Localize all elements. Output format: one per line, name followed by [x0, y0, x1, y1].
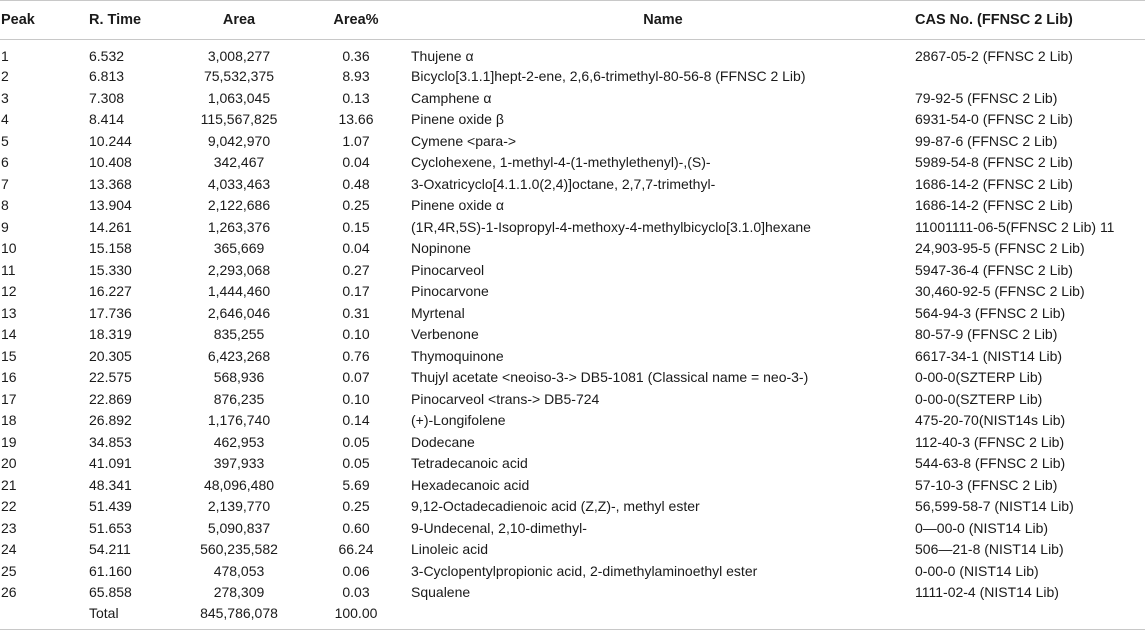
table-row [0, 174, 1145, 196]
table-row [0, 367, 1145, 389]
peak-cell: 16 [1, 369, 17, 386]
cas-cell: 564-94-3 (FFNSC 2 Lib) [915, 304, 1066, 321]
table-row [0, 88, 1145, 110]
rtime-cell: 51.439 [89, 498, 132, 515]
area-cell: 835,255 [213, 326, 265, 343]
area-pct-cell: 0.13 [342, 89, 370, 106]
name-cell: Thujene α [411, 48, 474, 64]
area-pct-cell: 66.24 [338, 541, 374, 558]
rtime-cell: 54.211 [89, 541, 131, 558]
name-cell: (1R,4R,5S)-1-Isopropyl-4-methoxy-4-methylbicyclo[3.1.0]hexane [411, 218, 811, 235]
table-row [0, 260, 1145, 282]
peak-cell: 3 [1, 89, 9, 106]
area-pct-cell: 0.36 [342, 48, 370, 64]
cas-cell: 506—21-8 (NIST14 Lib) [915, 541, 1064, 558]
area-pct-cell: 13.66 [338, 111, 374, 128]
name-cell: Linoleic acid [411, 541, 489, 558]
area-pct-cell: 0.05 [342, 433, 370, 450]
peak-cell: 2 [1, 68, 9, 85]
rtime-cell: 6.813 [89, 68, 125, 85]
table-row [0, 475, 1145, 497]
area-cell: 115,567,825 [200, 111, 278, 128]
peak-cell: 7 [1, 175, 9, 192]
name-cell: 9,12-Octadecadienoic acid (Z,Z)-, methyl ester [411, 498, 700, 515]
area-cell: 2,293,068 [207, 261, 271, 278]
rtime-cell: 10.408 [89, 154, 132, 171]
rtime-cell: 22.869 [89, 390, 132, 407]
table-row [0, 66, 1145, 88]
area-pct-cell: 0.05 [342, 455, 370, 472]
cas-cell: 0-00-0 (NIST14 Lib) [915, 562, 1039, 579]
peak-cell: 13 [1, 304, 17, 321]
peak-cell: 4 [1, 111, 9, 128]
area-pct-cell: 0.04 [342, 240, 370, 257]
peak-cell: 22 [1, 498, 17, 515]
table-row [0, 432, 1145, 454]
peak-cell: 11 [1, 261, 16, 278]
name-cell: (+)-Longifolene [411, 412, 506, 429]
cas-cell [915, 66, 1145, 88]
area-pct-cell: 0.17 [342, 283, 370, 300]
rtime-cell: 18.319 [89, 326, 132, 343]
cas-cell: 80-57-9 (FFNSC 2 Lib) [915, 326, 1058, 343]
header-rtime: R. Time [89, 1, 177, 40]
table-header-row [0, 1, 1145, 40]
table-row [0, 281, 1145, 303]
peak-cell: 20 [1, 455, 17, 472]
header-area: Area [177, 1, 301, 40]
table-row [0, 109, 1145, 131]
area-cell: 568,936 [213, 369, 265, 386]
name-cell: Thujyl acetate <neoiso-3-> DB5-1081 (Classical name = neo-3-) [411, 369, 809, 386]
name-cell: Verbenone [411, 326, 479, 343]
name-cell: Pinene oxide β [411, 111, 504, 128]
peak-cell: 21 [1, 476, 17, 493]
rtime-cell: 16.227 [89, 283, 132, 300]
name-cell: Pinocarveol <trans-> DB5-724 [411, 390, 600, 407]
cas-cell: 1111-02-4 (NIST14 Lib) [915, 584, 1059, 601]
area-pct-cell: 0.60 [342, 519, 370, 536]
name-cell: Pinocarveol [411, 261, 485, 278]
area-cell: 5,090,837 [207, 519, 271, 536]
name-cell: 3-Oxatricyclo[4.1.1.0(2,4)]octane, 2,7,7-trimethyl- [411, 175, 716, 192]
area-cell: 560,235,582 [200, 541, 278, 558]
table-row [0, 518, 1145, 540]
cas-cell: 1686-14-2 (FFNSC 2 Lib) [915, 197, 1073, 214]
total-row [0, 604, 1145, 630]
area-cell: 365,669 [213, 240, 265, 257]
table-row [0, 152, 1145, 174]
area-pct-cell: 0.76 [342, 347, 370, 364]
peak-cell: 15 [1, 347, 17, 364]
rtime-cell: 10.244 [89, 132, 132, 149]
rtime-cell: 61.160 [89, 562, 132, 579]
cas-cell: 6617-34-1 (NIST14 Lib) [915, 347, 1063, 364]
area-cell: 1,263,376 [207, 218, 271, 235]
cas-cell: 0-00-0(SZTERP Lib) [915, 369, 1043, 386]
area-pct-cell: 0.25 [342, 197, 370, 214]
area-cell: 478,053 [213, 562, 265, 579]
table-row [0, 346, 1145, 368]
peak-cell: 12 [1, 283, 17, 300]
total-area: 845,786,078 [177, 604, 301, 630]
rtime-cell: 7.308 [89, 89, 125, 106]
name-cell: Bicyclo[3.1.1]hept-2-ene, 2,6,6-trimethyl-80-56-8 (FFNSC 2 Lib) [411, 68, 806, 85]
table-row [0, 496, 1145, 518]
peak-cell: 18 [1, 412, 17, 429]
peak-cell: 19 [1, 433, 17, 450]
header-area-pct: Area% [301, 1, 411, 40]
rtime-cell: 51.653 [89, 519, 132, 536]
area-pct-cell: 0.04 [342, 154, 370, 171]
area-pct-cell: 0.31 [342, 304, 370, 321]
peak-cell: 10 [1, 240, 17, 257]
header-name: Name [411, 1, 915, 40]
area-cell: 462,953 [213, 433, 265, 450]
area-cell: 342,467 [213, 154, 265, 171]
area-cell: 75,532,375 [203, 68, 275, 85]
name-cell: Pinocarvone [411, 283, 489, 300]
rtime-cell: 6.532 [89, 48, 125, 64]
area-pct-cell: 5.69 [342, 476, 370, 493]
area-cell: 1,176,740 [207, 412, 271, 429]
peak-cell: 23 [1, 519, 17, 536]
rtime-cell: 48.341 [89, 476, 132, 493]
name-cell: Pinene oxide α [411, 197, 504, 214]
area-pct-cell: 0.14 [342, 412, 370, 429]
area-pct-cell: 0.48 [342, 175, 370, 192]
cas-cell: 99-87-6 (FFNSC 2 Lib) [915, 132, 1058, 149]
cas-cell: 1686-14-2 (FFNSC 2 Lib) [915, 175, 1073, 192]
name-cell: Cymene <para-> [411, 132, 517, 149]
cas-cell: 112-40-3 (FFNSC 2 Lib) [915, 433, 1065, 450]
total-name-cell [411, 604, 915, 630]
rtime-cell: 15.330 [89, 261, 132, 278]
rtime-cell: 65.858 [89, 584, 132, 601]
area-pct-cell: 0.06 [342, 562, 370, 579]
peak-cell: 5 [1, 132, 9, 149]
area-pct-cell: 8.93 [342, 68, 370, 85]
rtime-cell: 20.305 [89, 347, 132, 364]
name-cell: 3-Cyclopentylpropionic acid, 2-dimethylaminoethyl ester [411, 562, 758, 579]
cas-cell: 56,599-58-7 (NIST14 Lib) [915, 498, 1074, 515]
total-area-pct: 100.00 [301, 604, 411, 630]
cas-cell: 475-20-70(NIST14s Lib) [915, 412, 1066, 429]
cas-cell: 0—00-0 (NIST14 Lib) [915, 519, 1049, 536]
table-body [0, 40, 1145, 630]
cas-cell: 544-63-8 (FFNSC 2 Lib) [915, 455, 1066, 472]
area-pct-cell: 0.15 [342, 218, 370, 235]
table-row [0, 561, 1145, 583]
area-cell: 1,063,045 [207, 89, 271, 106]
peak-cell: 1 [1, 48, 9, 64]
table-row [0, 303, 1145, 325]
cas-cell: 57-10-3 (FFNSC 2 Lib) [915, 476, 1058, 493]
header-cas: CAS No. (FFNSC 2 Lib) [915, 1, 1145, 40]
area-cell: 48,096,480 [203, 476, 275, 493]
total-label: Total [89, 604, 177, 630]
table-row [0, 238, 1145, 260]
cas-cell: 5989-54-8 (FFNSC 2 Lib) [915, 154, 1073, 171]
peak-cell: 26 [1, 584, 17, 601]
table-row [0, 131, 1145, 153]
rtime-cell: 15.158 [89, 240, 132, 257]
name-cell: Hexadecanoic acid [411, 476, 530, 493]
peak-cell: 24 [1, 541, 17, 558]
header-peak: Peak [0, 1, 89, 40]
rtime-cell: 34.853 [89, 433, 132, 450]
table-row [0, 40, 1145, 67]
cas-cell: 30,460-92-5 (FFNSC 2 Lib) [915, 283, 1085, 300]
area-pct-cell: 0.27 [342, 261, 370, 278]
rtime-cell: 13.368 [89, 175, 132, 192]
peak-cell: 6 [1, 154, 9, 171]
area-cell: 2,122,686 [207, 197, 271, 214]
area-pct-cell: 0.10 [342, 390, 370, 407]
area-cell: 876,235 [213, 390, 265, 407]
rtime-cell: 26.892 [89, 412, 132, 429]
peak-cell: 9 [1, 218, 9, 235]
table-row [0, 217, 1145, 239]
table-row [0, 324, 1145, 346]
table-row [0, 582, 1145, 604]
area-cell: 2,646,046 [207, 304, 271, 321]
area-cell: 2,139,770 [207, 498, 271, 515]
area-cell: 397,933 [213, 455, 265, 472]
area-cell: 4,033,463 [207, 175, 271, 192]
area-pct-cell: 0.10 [342, 326, 370, 343]
cas-cell: 11001111-06-5(FFNSC 2 Lib) 11 [915, 218, 1115, 235]
area-cell: 6,423,268 [207, 347, 271, 364]
name-cell: Myrtenal [411, 304, 465, 321]
rtime-cell: 41.091 [89, 455, 132, 472]
name-cell: Thymoquinone [411, 347, 504, 364]
area-cell: 1,444,460 [207, 283, 271, 300]
cas-cell: 5947-36-4 (FFNSC 2 Lib) [915, 261, 1073, 278]
cas-cell: 79-92-5 (FFNSC 2 Lib) [915, 89, 1058, 106]
name-cell: Squalene [411, 584, 471, 601]
cas-cell: 6931-54-0 (FFNSC 2 Lib) [915, 111, 1073, 128]
area-cell: 3,008,277 [207, 48, 271, 64]
area-cell: 278,309 [213, 584, 265, 601]
peak-cell: 8 [1, 197, 9, 214]
total-peak-cell [0, 604, 89, 630]
area-pct-cell: 0.07 [342, 369, 370, 386]
cas-cell: 2867-05-2 (FFNSC 2 Lib) [915, 48, 1073, 64]
rtime-cell: 13.904 [89, 197, 132, 214]
name-cell: Tetradecanoic acid [411, 455, 528, 472]
name-cell: Dodecane [411, 433, 475, 450]
name-cell: 9-Undecenal, 2,10-dimethyl- [411, 519, 587, 536]
table-row [0, 410, 1145, 432]
table-row [0, 539, 1145, 561]
peak-cell: 14 [1, 326, 17, 343]
name-cell: Camphene α [411, 89, 492, 106]
name-cell: Nopinone [411, 240, 471, 257]
peak-cell: 25 [1, 562, 17, 579]
area-pct-cell: 0.25 [342, 498, 370, 515]
name-cell: Cyclohexene, 1-methyl-4-(1-methylethenyl)-,(S)- [411, 154, 711, 171]
cas-cell: 0-00-0(SZTERP Lib) [915, 390, 1043, 407]
area-pct-cell: 0.03 [342, 584, 370, 601]
table-row [0, 453, 1145, 475]
area-cell: 9,042,970 [207, 132, 271, 149]
table-row [0, 389, 1145, 411]
area-pct-cell: 1.07 [342, 132, 370, 149]
total-cas-cell [915, 604, 1145, 630]
rtime-cell: 17.736 [89, 304, 132, 321]
rtime-cell: 22.575 [89, 369, 132, 386]
rtime-cell: 14.261 [89, 218, 132, 235]
peak-cell: 17 [1, 390, 17, 407]
table-row [0, 195, 1145, 217]
cas-cell: 24,903-95-5 (FFNSC 2 Lib) [915, 240, 1085, 257]
rtime-cell: 8.414 [89, 111, 125, 128]
